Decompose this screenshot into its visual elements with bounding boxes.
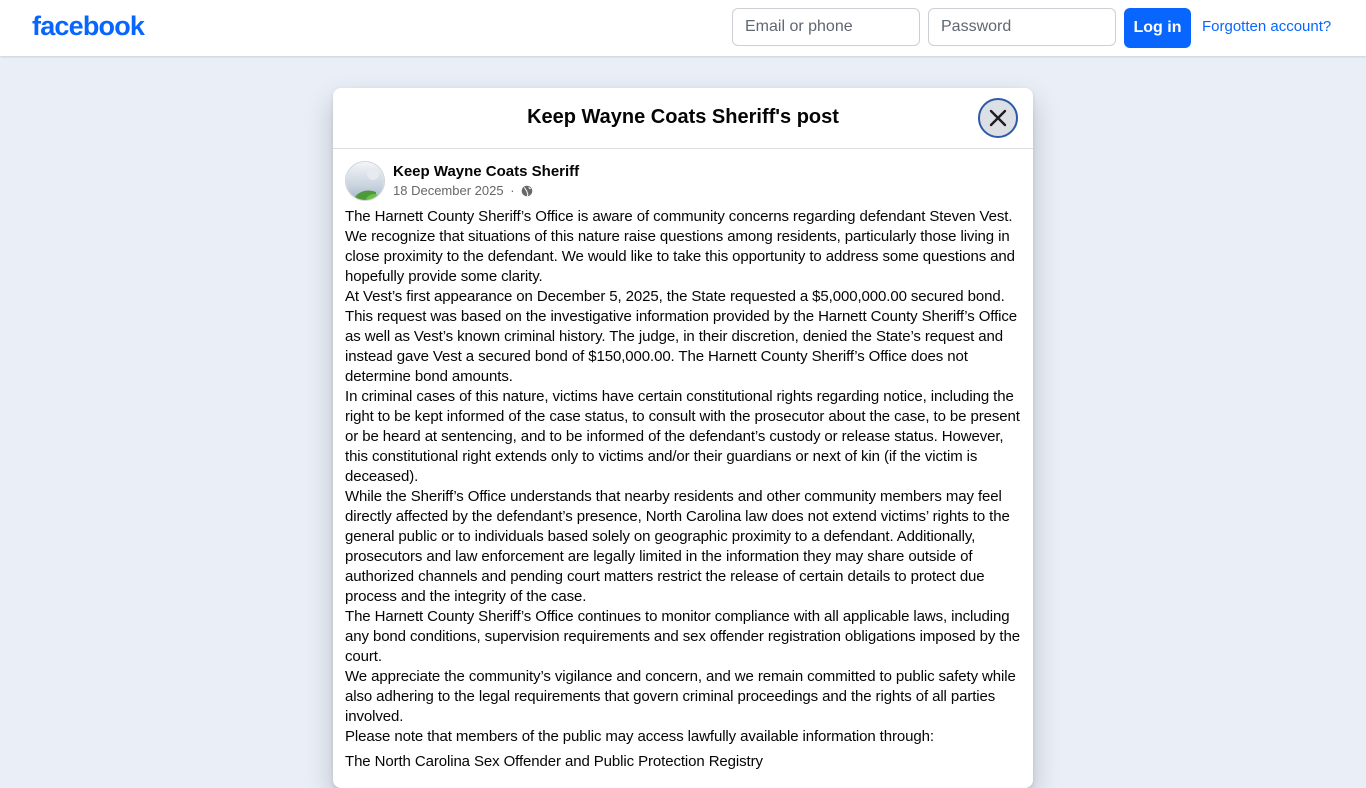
post-header (345, 161, 1021, 201)
password-input[interactable] (928, 8, 1116, 46)
post-text (345, 207, 1025, 772)
post-dialog (333, 88, 1033, 788)
top-navigation-bar (0, 0, 1366, 56)
post-paragraph: The Harnett County Sheriff’s Office is aware of community concerns regarding defendant Steven Vest. We recognize that situations of this nature raise questions among residents, particularly those living in close proximity to the defendant. We would like to take this opportunity to address some questions and hopefully provide some clarity. (345, 208, 1015, 285)
post-paragraph: We appreciate the community’s vigilance and concern, and we remain committed to public safety while also adhering to the legal requirements that govern criminal proceedings and the rights of all parties involved. (345, 668, 1016, 725)
facebook-logo[interactable]: facebook (32, 11, 145, 41)
page-avatar[interactable] (345, 161, 385, 201)
post-paragraph: In criminal cases of this nature, victims have certain constitutional rights regarding notice, including the right to be kept informed of the case status, to consult with the prosecutor about the case, to be present or be heard at sentencing, and to be informed of the defendant’s custody or release status. However, this constitutional right extends only to victims and/or their guardians or next of kin (if the victim is deceased). (345, 388, 1020, 485)
post-paragraph: At Vest’s first appearance on December 5, 2025, the State requested a $5,000,000.00 secured bond. This request was based on the investigative information provided by the Harnett County Sheriff’s Office as well as Vest’s known criminal history. The judge, in their discretion, denied the State’s request and instead gave Vest a secured bond of $150,000.00. The Harnett County Sheriff’s Office does not determine bond amounts. (345, 288, 1018, 385)
post-author-name[interactable]: Keep Wayne Coats Sheriff (393, 163, 580, 180)
close-icon (988, 108, 1008, 128)
post-paragraph: While the Sheriff’s Office understands that nearby residents and other community members may feel directly affected by the defendant’s presence, North Carolina law does not extend victims’ rights to the general public or to individuals based solely on geographic proximity to a defendant. Additionally, prosecutors and law enforcement are legally limited in the information they may share outside of authorized channels and pending court matters restrict the release of certain details to protect due process and the integrity of the case. (345, 488, 1010, 605)
email-or-phone-input[interactable] (732, 8, 920, 46)
post-paragraph: The North Carolina Sex Offender and Public Protection Registry (345, 753, 763, 770)
log-in-button[interactable]: Log in (1124, 8, 1191, 48)
avatar-image (346, 162, 385, 201)
dialog-title: Keep Wayne Coats Sheriff's post (527, 106, 839, 128)
post-paragraph: The Harnett County Sheriff’s Office continues to monitor compliance with all applicable laws, including any bond conditions, supervision requirements and sex offender registration obligations imposed by the court. (345, 608, 1020, 665)
post-date[interactable]: 18 December 2025 (393, 183, 504, 198)
meta-separator: · (510, 183, 515, 198)
dialog-header (333, 88, 1033, 149)
globe-icon (521, 185, 533, 197)
post-paragraph: Please note that members of the public may access lawfully available information through: (345, 728, 934, 745)
post-metadata (393, 183, 533, 198)
forgotten-account-link[interactable]: Forgotten account? (1202, 18, 1332, 35)
close-button[interactable] (978, 98, 1018, 138)
